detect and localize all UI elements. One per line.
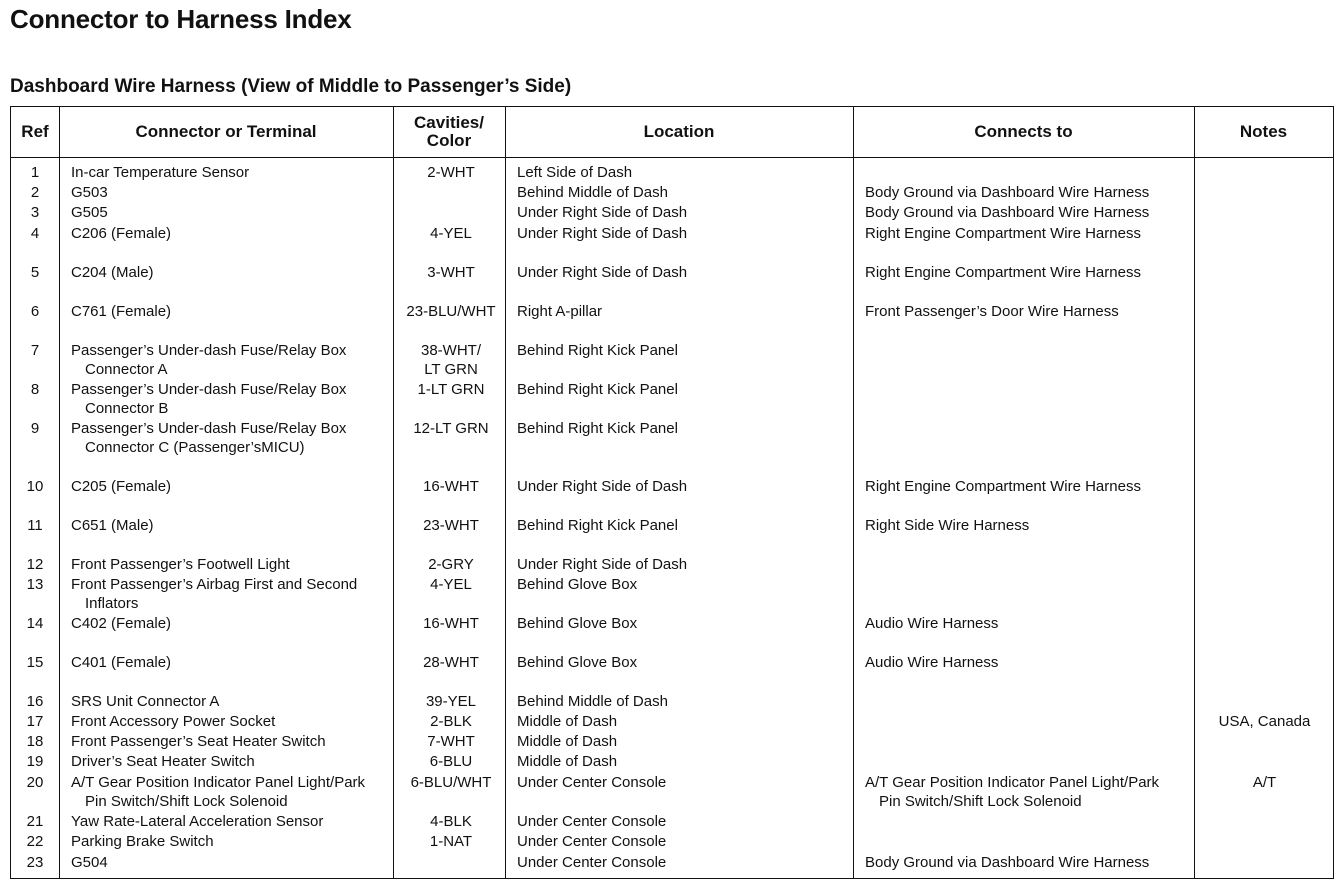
cell-line: 7 xyxy=(30,342,40,359)
cell-ref xyxy=(11,773,59,792)
cell-ref xyxy=(11,712,59,731)
cell-line: Behind Glove Box xyxy=(517,654,638,671)
cell-connector xyxy=(71,692,396,711)
cell-line: 16-WHT xyxy=(423,478,479,495)
cell-line: A/T Gear Position Indicator Panel Light/Park xyxy=(865,774,1160,791)
cell-connects-to xyxy=(865,614,1195,633)
cell-connector xyxy=(71,516,396,535)
connector-index-table xyxy=(10,106,1334,879)
cell-location xyxy=(517,752,852,771)
cell-location xyxy=(517,380,852,399)
cell-line: 1-NAT xyxy=(429,833,473,850)
cell-line: Under Center Console xyxy=(517,854,667,871)
cell-line: Under Right Side of Dash xyxy=(517,225,688,242)
column-divider xyxy=(59,107,60,878)
cell-ref xyxy=(11,575,59,594)
cell-line: Behind Right Kick Panel xyxy=(517,517,678,534)
cell-line: Front Passenger’s Footwell Light xyxy=(71,556,290,573)
cell-cavities xyxy=(396,812,506,831)
cell-location xyxy=(517,163,852,182)
header-notes: Notes xyxy=(1239,122,1288,141)
cell-line: Middle of Dash xyxy=(517,733,618,750)
cell-line: C206 (Female) xyxy=(71,225,172,242)
cell-line: 12 xyxy=(26,556,44,573)
cell-line: Behind Right Kick Panel xyxy=(517,342,678,359)
cell-line: Behind Glove Box xyxy=(517,576,638,593)
cell-ref xyxy=(11,302,59,321)
cell-ref xyxy=(11,832,59,851)
cell-location xyxy=(517,773,852,792)
cell-cavities xyxy=(396,516,506,535)
cell-ref xyxy=(11,263,59,282)
cell-location xyxy=(517,516,852,535)
cell-connector xyxy=(71,653,396,672)
cell-notes xyxy=(1196,773,1333,792)
cell-connector xyxy=(71,163,396,182)
cell-line: 10 xyxy=(26,478,44,495)
cell-line: Passenger’s Under-dash Fuse/Relay Box xyxy=(71,381,347,398)
cell-line: G505 xyxy=(71,204,108,221)
cell-ref xyxy=(11,653,59,672)
cell-ref xyxy=(11,692,59,711)
cell-connector xyxy=(71,263,396,282)
cell-location xyxy=(517,712,852,731)
cell-ref xyxy=(11,477,59,496)
cell-connects-to xyxy=(865,183,1195,202)
cell-ref xyxy=(11,752,59,771)
cell-connector xyxy=(71,477,396,496)
cell-connects-to xyxy=(865,224,1195,243)
cell-line: 12-LT GRN xyxy=(413,420,489,437)
cell-cavities xyxy=(396,653,506,672)
cell-line: 15 xyxy=(26,654,44,671)
cell-cavities xyxy=(396,419,506,438)
cell-location xyxy=(517,614,852,633)
cell-cavities xyxy=(396,614,506,633)
cell-location xyxy=(517,203,852,222)
cell-connector xyxy=(71,380,396,418)
cell-line: 6-BLU xyxy=(429,753,473,770)
cell-line: Under Right Side of Dash xyxy=(517,264,688,281)
cell-line: A/T Gear Position Indicator Panel Light/Park xyxy=(71,774,366,791)
cell-ref xyxy=(11,203,59,222)
cell-line-continued: Connector A xyxy=(85,361,168,378)
cell-line: 5 xyxy=(30,264,40,281)
cell-connects-to xyxy=(865,653,1195,672)
column-divider xyxy=(853,107,854,878)
cell-connector xyxy=(71,224,396,243)
header-cavities xyxy=(393,107,505,157)
cell-line: In-car Temperature Sensor xyxy=(71,164,250,181)
cell-line: Right Engine Compartment Wire Harness xyxy=(865,478,1141,495)
cell-line: Body Ground via Dashboard Wire Harness xyxy=(865,204,1150,221)
cell-line: USA, Canada xyxy=(1218,713,1311,730)
cell-line: 19 xyxy=(26,753,44,770)
cell-line: A/T xyxy=(1252,774,1277,791)
cell-connects-to xyxy=(865,302,1195,321)
cell-line: 2-WHT xyxy=(427,164,475,181)
cell-ref xyxy=(11,853,59,872)
cell-line: Middle of Dash xyxy=(517,753,618,770)
cell-line: 6-BLU/WHT xyxy=(410,774,492,791)
cell-connects-to xyxy=(865,477,1195,496)
cell-line: 11 xyxy=(27,517,43,534)
header-connects-to: Connects to xyxy=(974,122,1073,141)
cell-line: 2-GRY xyxy=(428,556,474,573)
cell-connects-to xyxy=(865,853,1195,872)
cell-line: Parking Brake Switch xyxy=(71,833,214,850)
cell-line: Body Ground via Dashboard Wire Harness xyxy=(865,184,1150,201)
cell-line-continued: Pin Switch/Shift Lock Solenoid xyxy=(879,793,1082,810)
cell-ref xyxy=(11,812,59,831)
cell-location xyxy=(517,183,852,202)
cell-line: Right Engine Compartment Wire Harness xyxy=(865,264,1141,281)
cell-line: 9 xyxy=(30,420,40,437)
cell-location xyxy=(517,653,852,672)
cell-line: Under Center Console xyxy=(517,813,667,830)
cell-line: Under Right Side of Dash xyxy=(517,478,688,495)
cell-cavities xyxy=(396,302,506,321)
cell-line: G504 xyxy=(71,854,108,871)
cell-line: Audio Wire Harness xyxy=(865,654,999,671)
cell-connector xyxy=(71,853,396,872)
cell-line: C651 (Male) xyxy=(71,517,154,534)
table-subtitle: Dashboard Wire Harness (View of Middle to Passenger’s Side) xyxy=(10,76,572,97)
cell-location xyxy=(517,732,852,751)
cell-location xyxy=(517,477,852,496)
cell-cavities xyxy=(396,692,506,711)
cell-cavities xyxy=(396,712,506,731)
cell-line: Behind Right Kick Panel xyxy=(517,381,678,398)
cell-line: 14 xyxy=(26,615,44,632)
cell-line-continued: Connector C (Passenger’sMICU) xyxy=(85,439,305,456)
cell-line: 6 xyxy=(30,303,40,320)
cell-cavities xyxy=(396,752,506,771)
cell-connector xyxy=(71,575,396,613)
cell-line: Driver’s Seat Heater Switch xyxy=(71,753,255,770)
cell-connector xyxy=(71,832,396,851)
cell-line: 13 xyxy=(26,576,44,593)
cell-line: 3-WHT xyxy=(427,264,475,281)
cell-line: 22 xyxy=(26,833,44,850)
cell-connector xyxy=(71,812,396,831)
cell-line: Under Right Side of Dash xyxy=(517,204,688,221)
cell-line: 23-WHT xyxy=(423,517,479,534)
cell-location xyxy=(517,853,852,872)
cell-line: 16-WHT xyxy=(423,615,479,632)
cell-notes xyxy=(1196,712,1333,731)
header-ref: Ref xyxy=(21,122,49,141)
header-connector: Connector or Terminal xyxy=(135,122,317,141)
cell-location xyxy=(517,263,852,282)
cell-ref xyxy=(11,516,59,535)
cell-line: 3 xyxy=(30,204,40,221)
cell-connects-to xyxy=(865,203,1195,222)
cell-line: 38-WHT/ xyxy=(421,342,481,359)
cell-line: Under Right Side of Dash xyxy=(517,556,688,573)
cell-connector xyxy=(71,555,396,574)
cell-line: 17 xyxy=(26,713,44,730)
cell-line: 20 xyxy=(26,774,44,791)
cell-cavities xyxy=(396,163,506,182)
cell-location xyxy=(517,812,852,831)
cell-location xyxy=(517,341,852,360)
header-divider xyxy=(11,157,1333,158)
cell-line: 23-BLU/WHT xyxy=(406,303,496,320)
cell-line: Right Engine Compartment Wire Harness xyxy=(865,225,1141,242)
cell-line: 4-YEL xyxy=(430,576,472,593)
cell-cavities xyxy=(396,263,506,282)
cell-line: Right A-pillar xyxy=(517,303,603,320)
cell-ref xyxy=(11,419,59,438)
cell-line: Front Passenger’s Airbag First and Second xyxy=(71,576,358,593)
cell-line: 4-YEL xyxy=(430,225,472,242)
cell-line: Under Center Console xyxy=(517,774,667,791)
cell-location xyxy=(517,692,852,711)
cell-location xyxy=(517,832,852,851)
header-location: Location xyxy=(643,122,715,141)
cell-cavities xyxy=(396,732,506,751)
cell-connects-to xyxy=(865,773,1195,811)
cell-line: Passenger’s Under-dash Fuse/Relay Box xyxy=(71,342,347,359)
cell-line: C204 (Male) xyxy=(71,264,154,281)
cell-cavities xyxy=(396,341,506,379)
cell-line: Front Passenger’s Door Wire Harness xyxy=(865,303,1119,320)
cell-line: C401 (Female) xyxy=(71,654,172,671)
cell-line: Body Ground via Dashboard Wire Harness xyxy=(865,854,1150,871)
cell-line: Behind Middle of Dash xyxy=(517,693,668,710)
cell-line: 2-BLK xyxy=(430,713,472,730)
cell-line: 4 xyxy=(30,225,40,242)
cell-ref xyxy=(11,380,59,399)
cell-ref xyxy=(11,614,59,633)
cell-line: Front Passenger’s Seat Heater Switch xyxy=(71,733,326,750)
cell-ref xyxy=(11,555,59,574)
cell-location xyxy=(517,555,852,574)
cell-cavities xyxy=(396,224,506,243)
cell-line: C205 (Female) xyxy=(71,478,172,495)
cell-line: 23 xyxy=(26,854,44,871)
cell-line: SRS Unit Connector A xyxy=(71,693,220,710)
cell-line: Left Side of Dash xyxy=(517,164,633,181)
cell-location xyxy=(517,224,852,243)
cell-line: 7-WHT xyxy=(427,733,475,750)
cell-line: C402 (Female) xyxy=(71,615,172,632)
cell-location xyxy=(517,302,852,321)
cell-cavities xyxy=(396,555,506,574)
cell-line: G503 xyxy=(71,184,108,201)
cell-line: Under Center Console xyxy=(517,833,667,850)
cell-connects-to xyxy=(865,263,1195,282)
cell-line: 8 xyxy=(30,381,40,398)
cell-connector xyxy=(71,302,396,321)
cell-connector xyxy=(71,712,396,731)
cell-line: 1-LT GRN xyxy=(417,381,485,398)
cell-line: Behind Middle of Dash xyxy=(517,184,668,201)
cell-cavities xyxy=(396,773,506,792)
cell-connector xyxy=(71,203,396,222)
cell-line: Behind Right Kick Panel xyxy=(517,420,678,437)
cell-line-continued: Inflators xyxy=(85,595,139,612)
cell-line-continued: Pin Switch/Shift Lock Solenoid xyxy=(85,793,288,810)
cell-location xyxy=(517,419,852,438)
cell-line: Right Side Wire Harness xyxy=(865,517,1030,534)
cell-connector xyxy=(71,419,396,457)
cell-line-continued: LT GRN xyxy=(424,361,478,378)
cell-line: Front Accessory Power Socket xyxy=(71,713,276,730)
cell-line: 28-WHT xyxy=(423,654,479,671)
cell-ref xyxy=(11,163,59,182)
cell-location xyxy=(517,575,852,594)
cell-cavities xyxy=(396,575,506,594)
cell-line: Behind Glove Box xyxy=(517,615,638,632)
cell-connector xyxy=(71,773,396,811)
cell-line: Audio Wire Harness xyxy=(865,615,999,632)
page-title: Connector to Harness Index xyxy=(10,4,352,34)
cell-connector xyxy=(71,183,396,202)
cell-line: 39-YEL xyxy=(425,693,477,710)
header-cavities-line1: Cavities/ xyxy=(414,113,484,132)
cell-connector xyxy=(71,614,396,633)
cell-cavities xyxy=(396,477,506,496)
cell-line: 2 xyxy=(30,184,40,201)
cell-line: C761 (Female) xyxy=(71,303,172,320)
cell-cavities xyxy=(396,832,506,851)
cell-line: Middle of Dash xyxy=(517,713,618,730)
cell-ref xyxy=(11,183,59,202)
cell-connector xyxy=(71,752,396,771)
cell-line: 21 xyxy=(26,813,44,830)
cell-line-continued: Connector B xyxy=(85,400,169,417)
cell-connector xyxy=(71,732,396,751)
header-cavities-line2: Color xyxy=(426,131,472,150)
cell-line: 1 xyxy=(30,164,40,181)
cell-ref xyxy=(11,224,59,243)
cell-ref xyxy=(11,732,59,751)
cell-line: 16 xyxy=(26,693,44,710)
cell-connects-to xyxy=(865,516,1195,535)
cell-connector xyxy=(71,341,396,379)
cell-cavities xyxy=(396,380,506,399)
cell-line: 18 xyxy=(26,733,44,750)
cell-ref xyxy=(11,341,59,360)
cell-line: 4-BLK xyxy=(430,813,472,830)
cell-line: Passenger’s Under-dash Fuse/Relay Box xyxy=(71,420,347,437)
cell-line: Yaw Rate-Lateral Acceleration Sensor xyxy=(71,813,324,830)
